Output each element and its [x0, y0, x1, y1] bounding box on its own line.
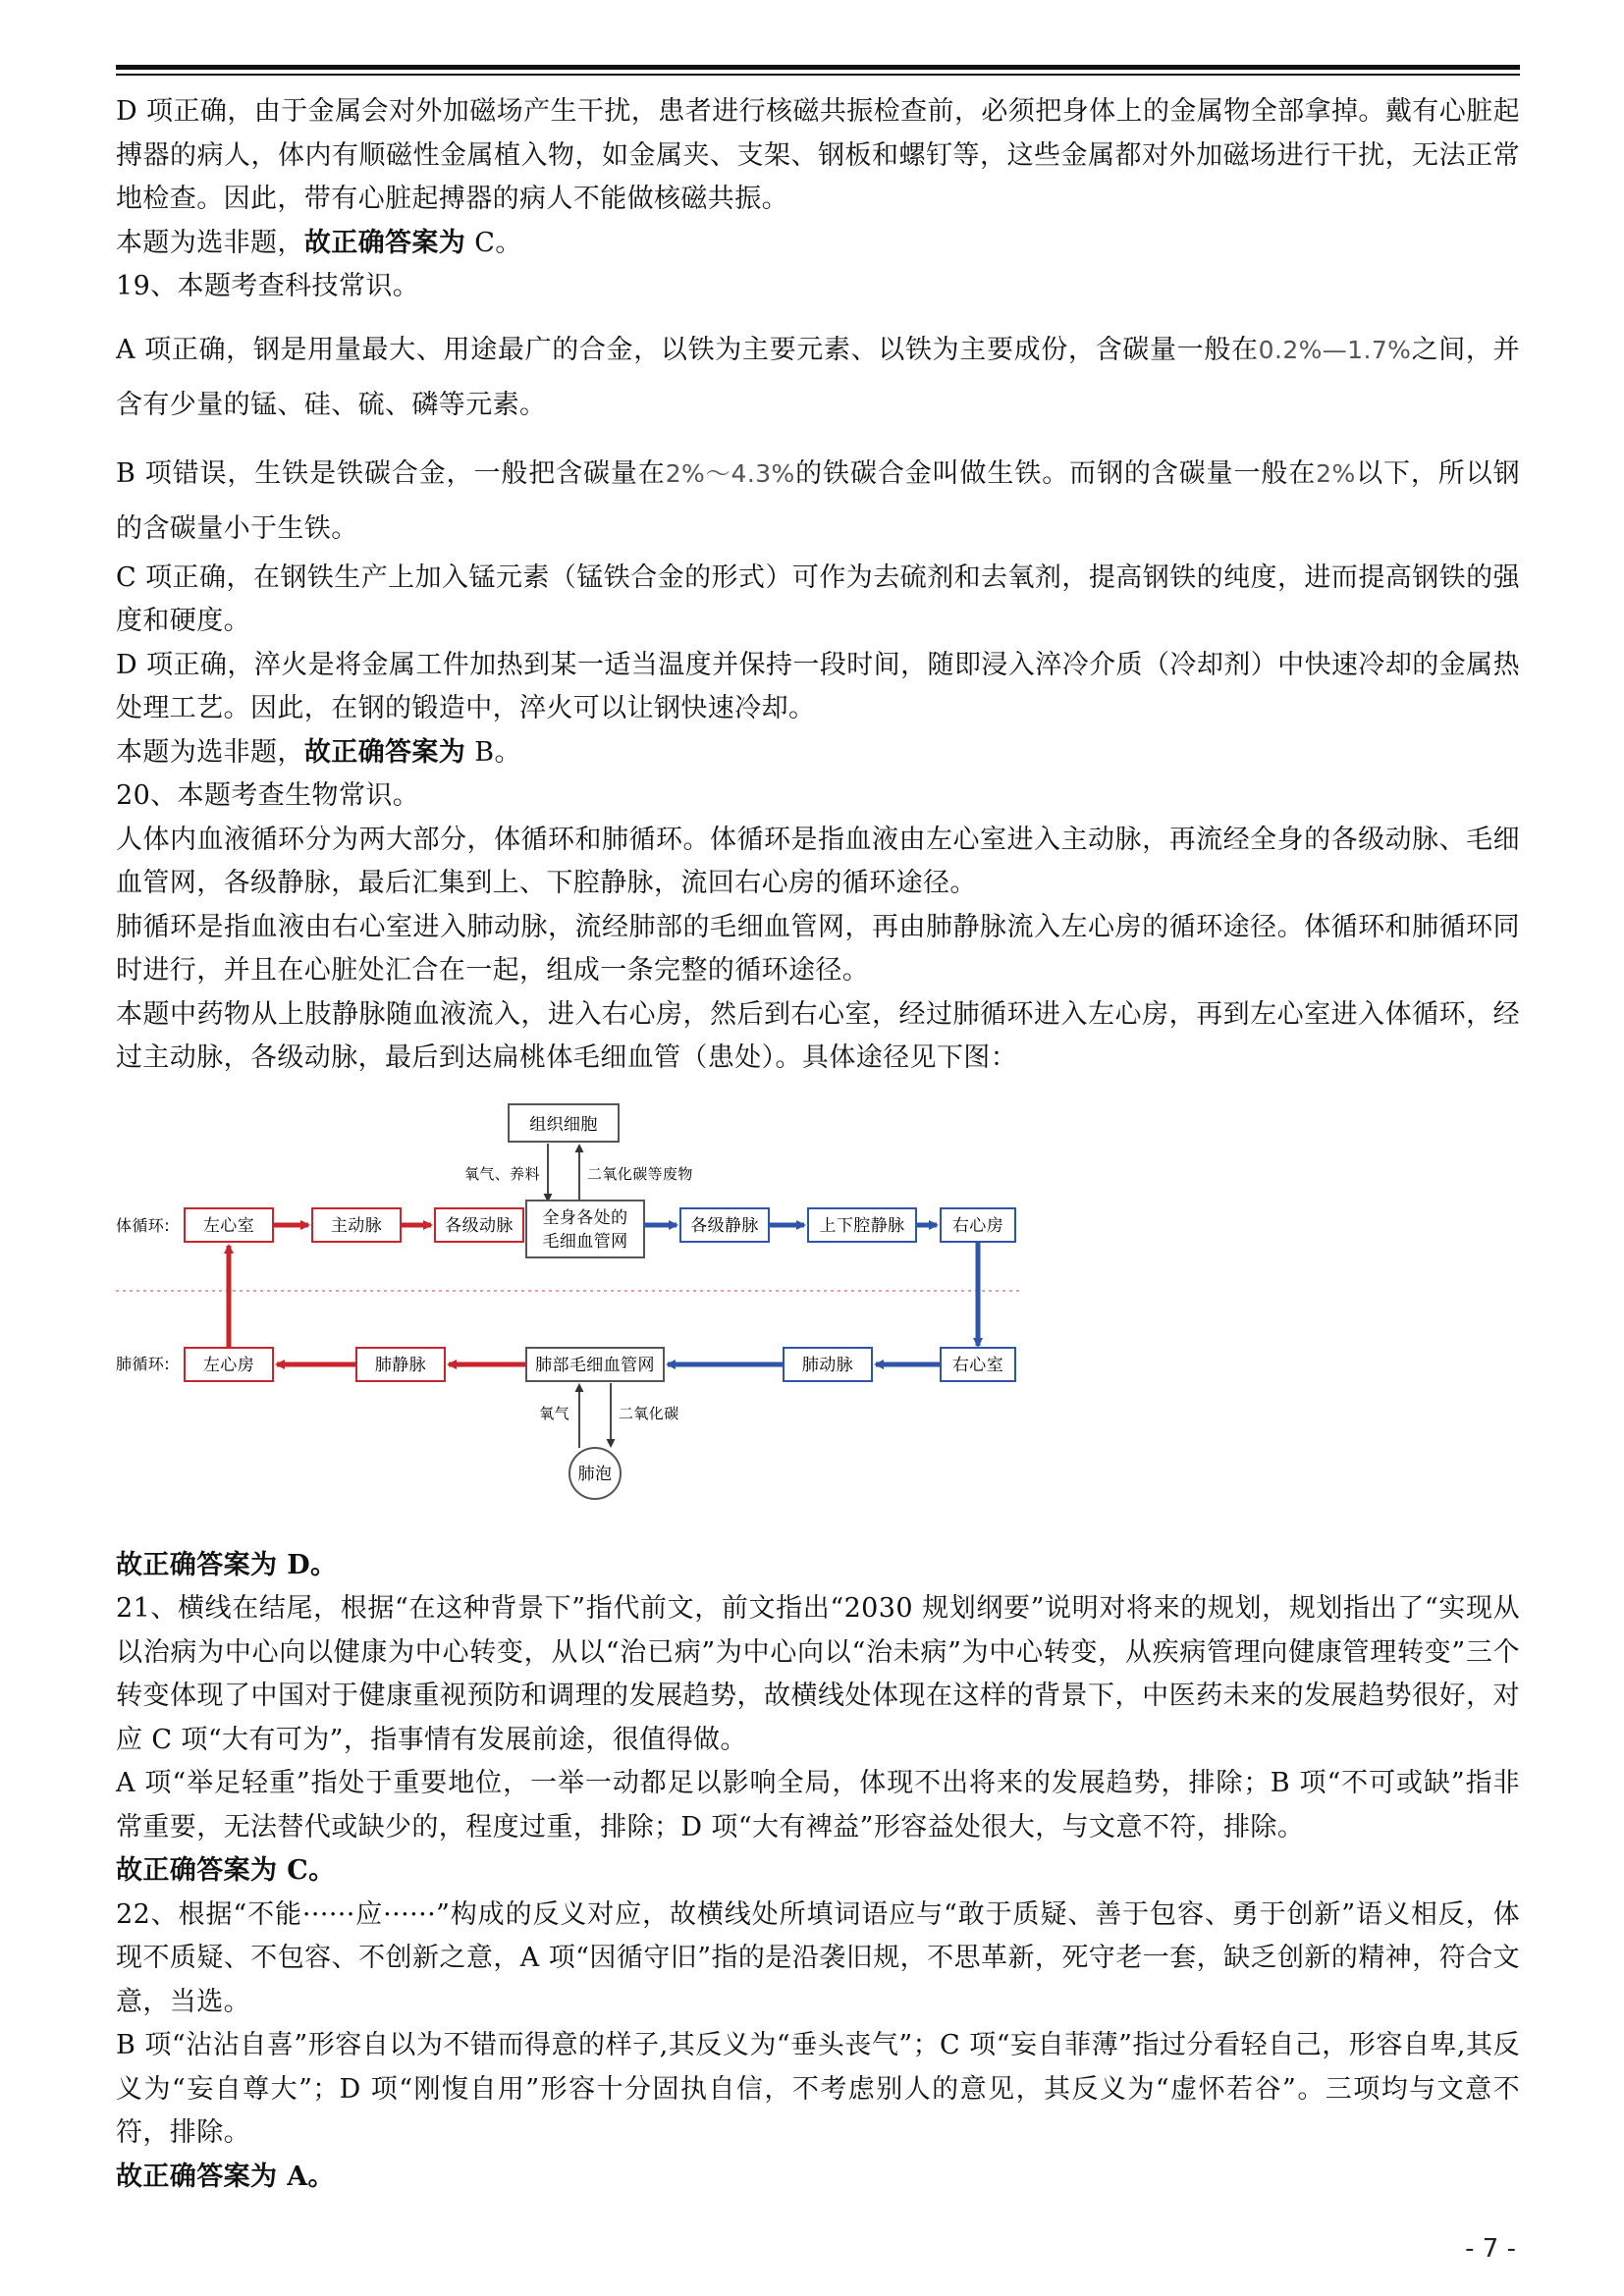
arteries-label: 各级动脉	[445, 1215, 514, 1236]
paragraph: 肺循环是指血液由右心室进入肺动脉，流经肺部的毛细血管网，再由肺静脉流入左心房的循环途径。体循环和肺循环同时进行，并且在心脏处汇合在一起，组成一条完整的循环途径。	[116, 911, 1520, 986]
aorta-label: 主动脉	[330, 1215, 383, 1236]
capillaries-label-1: 全身各处的	[542, 1207, 628, 1228]
paragraph: 22、根据“不能······应······”构成的反义对应，故横线处所填词语应与“敢于质疑、善于包容、勇于创新”语义相反，体现不质疑、不包容、不创新之意，A 项“因循守旧”指的是沿袭旧规，不思革新，死守老一套，缺乏创新的精神，符合文意，当选。	[116, 1898, 1520, 2017]
question-heading: 19、本题考查科技常识。	[116, 271, 420, 301]
header-rule-thin	[116, 74, 1520, 76]
paragraph: B 项“沾沾自喜”形容自以为不错而得意的样子,其反义为“垂头丧气”；C 项“妄自菲薄”指过分看轻自己，形容自卑,其反义为“妄自尊大”；D 项“刚愎自用”形容十分固执自信，不考虑别人的意见，其反义为“虚怀若谷”。三项均与文意不符，排除。	[116, 2030, 1520, 2148]
pulmonary-label: 肺循环:	[116, 1354, 170, 1373]
pulmonary-artery-label: 肺动脉	[801, 1355, 854, 1375]
left-ventricle-label: 左心室	[202, 1215, 255, 1236]
paragraph: A 项正确，钢是用量最大、用途最广的合金，以铁为主要元素、以铁为主要成份，含碳量一般在0.2%—1.7%之间，并含有少量的锰、硅、硫、磷等元素。	[116, 334, 1520, 420]
answer-line: 本题为选非题，故正确答案为 B。	[116, 736, 521, 768]
o2-label: 氧气	[539, 1404, 569, 1422]
paragraph: D 项正确，淬火是将金属工件加热到某一适当温度并保持一段时间，随即浸入淬冷介质（冷却剂）中快速冷却的金属热处理工艺。因此，在钢的锻造中，淬火可以让钢快速冷却。	[116, 649, 1520, 723]
lung-capillaries-label: 肺部毛细血管网	[535, 1355, 655, 1375]
page-number: - 7 -	[1465, 2234, 1516, 2264]
co2-label: 二氧化碳	[619, 1404, 679, 1422]
paragraph: C 项正确，在钢铁生产上加入锰元素（锰铁合金的形式）可作为去硫剂和去氧剂，提高钢铁的纯度，进而提高钢铁的强度和硬度。	[116, 561, 1520, 636]
paragraph: D 项正确，由于金属会对外加磁场产生干扰，患者进行核磁共振检查前，必须把身体上的金属物全部拿掉。戴有心脏起搏器的病人，体内有顺磁性金属植入物，如金属夹、支架、钢板和螺钉等，这些金属都对外加磁场进行干扰，无法正常地检查。因此，带有心脏起搏器的病人不能做核磁共振。	[116, 96, 1520, 214]
co2-waste-label: 二氧化碳等废物	[587, 1164, 693, 1183]
circulation-diagram-svg	[116, 1095, 1019, 1526]
vena-cava-label: 上下腔静脉	[819, 1215, 905, 1236]
paragraph: A 项“举足轻重”指处于重要地位，一举一动都足以影响全局，体现不出将来的发展趋势，排除；B 项“不可或缺”指非常重要，无法替代或缺少的，程度过重，排除；D 项“大有裨益”形容益处很大，与文意不符，排除。	[116, 1768, 1520, 1842]
tissue-label: 组织细胞	[529, 1114, 598, 1135]
paragraph: 本题中药物从上肢静脉随血液流入，进入右心房，然后到右心室，经过肺循环进入左心房，再到左心室进入体循环，经过主动脉，各级动脉，最后到达扁桃体毛细血管（患处）。具体途径见下图：	[116, 998, 1520, 1073]
circulation-diagram	[116, 1095, 1019, 1526]
paragraph: 人体内血液循环分为两大部分，体循环和肺循环。体循环是指血液由左心室进入主动脉，再流经全身的各级动脉、毛细血管网，各级静脉，最后汇集到上、下腔静脉，流回右心房的循环途径。	[116, 824, 1520, 898]
paragraph: B 项错误，生铁是铁碳合金，一般把含碳量在2%～4.3%的铁碳合金叫做生铁。而钢的含碳量一般在2%以下，所以钢的含碳量小于生铁。	[116, 457, 1520, 544]
systemic-label: 体循环:	[116, 1215, 170, 1235]
answer-line: 故正确答案为 D。	[116, 1549, 338, 1580]
page-content	[116, 90, 1520, 2199]
answer-line: 故正确答案为 A。	[116, 2161, 335, 2192]
right-atrium-label: 右心房	[951, 1215, 1004, 1236]
question-heading: 20、本题考查生物常识。	[116, 780, 420, 811]
formula: 2%	[1316, 458, 1356, 488]
pulmonary-vein-label: 肺静脉	[374, 1355, 427, 1375]
formula: 0.2%—1.7%	[1258, 335, 1412, 364]
header-rule-thick	[116, 65, 1520, 70]
left-atrium-label: 左心房	[202, 1355, 255, 1375]
right-ventricle-label: 右心室	[951, 1355, 1004, 1375]
formula: 2%～4.3%	[665, 458, 795, 488]
paragraph: 21、横线在结尾，根据“在这种背景下”指代前文，前文指出“2030 规划纲要”说明对将来的规划，规划指出了“实现从以治病为中心向以健康为中心转变，从以“治已病”为中心向以“治未病”为中心转变，从疾病管理向健康管理转变”三个转变体现了中国对于健康重视预防和调理的发展趋势，故横线处体现在这样的背景下，中医药未来的发展趋势很好，对应 C 项“大有可为”，指事情有发展前途，很值得做。	[116, 1593, 1520, 1755]
o2-nutrients-label: 氧气、养料	[463, 1164, 540, 1183]
capillaries-label-2: 毛细血管网	[542, 1231, 628, 1252]
veins-label: 各级静脉	[690, 1215, 759, 1236]
answer-line: 本题为选非题，故正确答案为 C。	[116, 227, 522, 258]
alveoli-label: 肺泡	[577, 1464, 613, 1484]
answer-line: 故正确答案为 C。	[116, 1855, 336, 1886]
